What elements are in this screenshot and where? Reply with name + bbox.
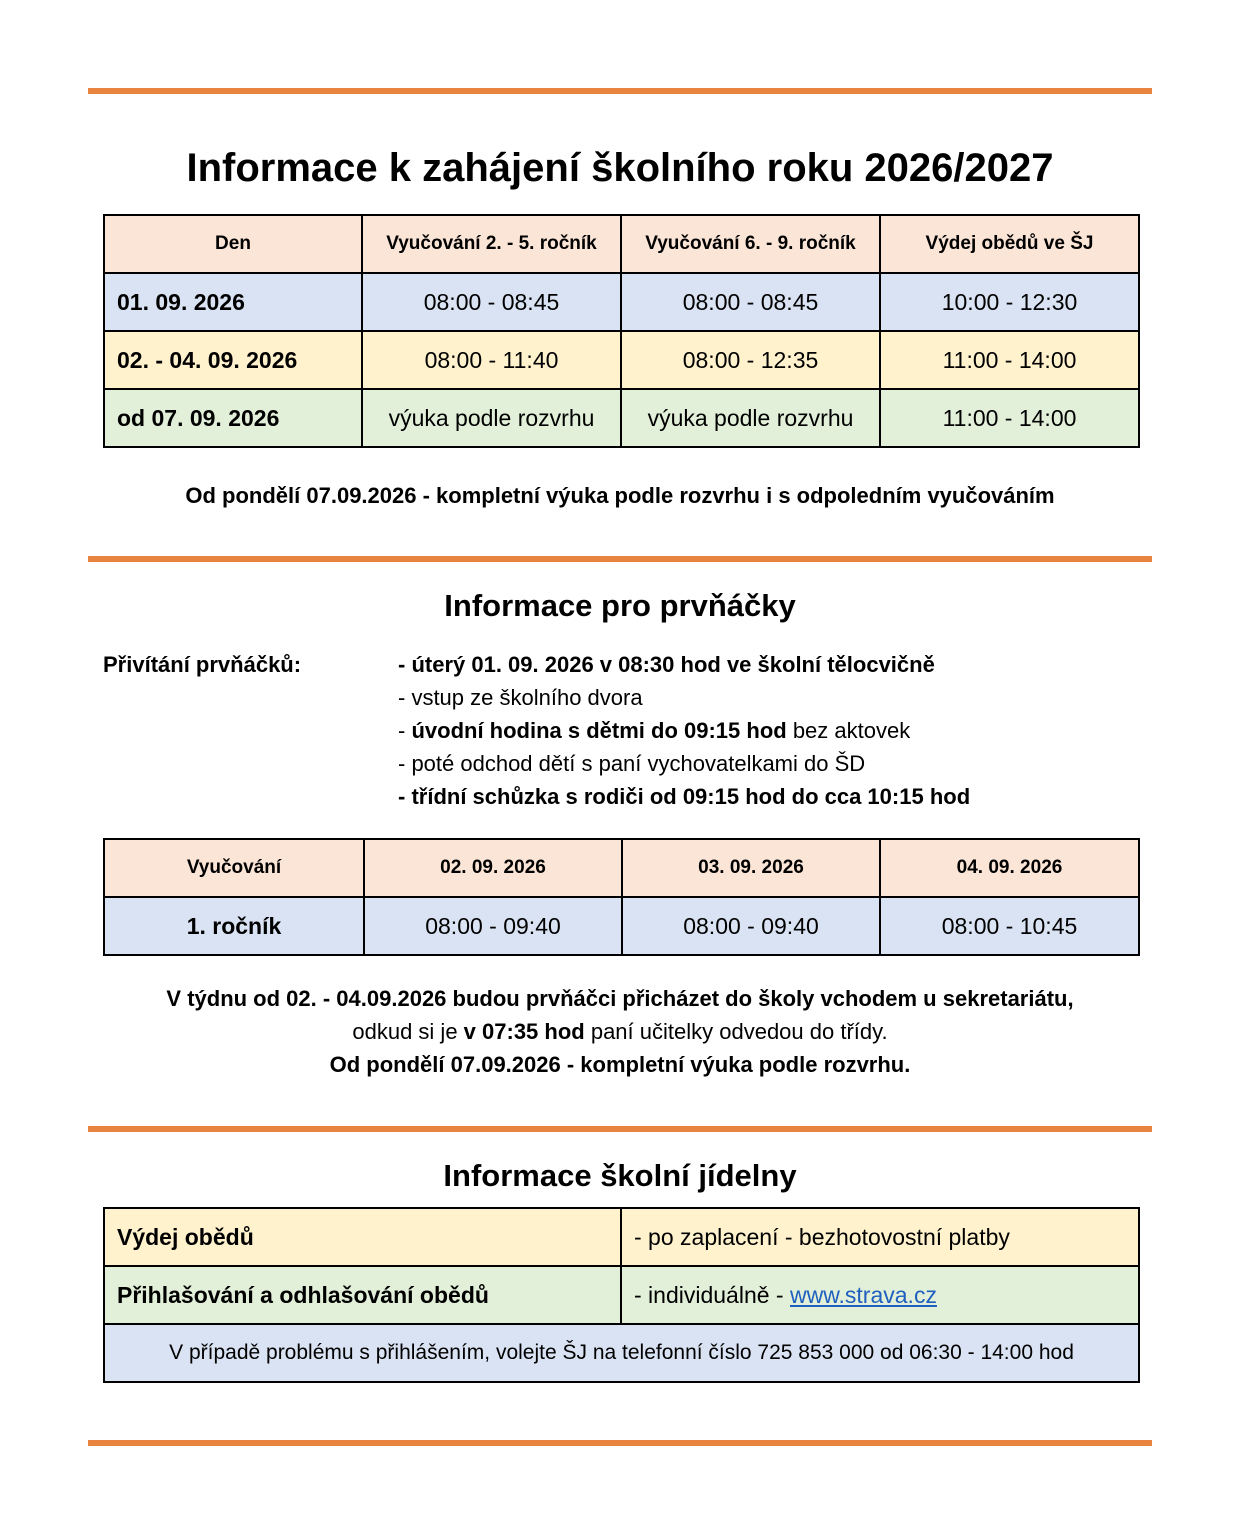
list-item-rest: bez aktovek	[786, 718, 911, 743]
list-item-bold: úvodní hodina s dětmi do 09:15 hod	[411, 718, 787, 743]
schedule-table	[103, 214, 1140, 448]
canteen-label: Výdej obědů	[104, 1208, 621, 1266]
time-cell: 11:00 - 14:00	[880, 331, 1139, 389]
first-graders-notes	[0, 982, 1240, 1081]
canteen-value: - po zaplacení - bezhotovostní platby	[621, 1208, 1139, 1266]
table-row	[104, 331, 1139, 389]
canteen-value	[621, 1266, 1139, 1324]
time-cell: 08:00 - 10:45	[880, 897, 1139, 955]
list-dash: -	[398, 718, 412, 743]
time-cell: 08:00 - 08:45	[621, 273, 880, 331]
note-line: Od pondělí 07.09.2026 - kompletní výuka podle rozvrhu.	[329, 1052, 911, 1077]
canteen-label: Přihlašování a odhlašování obědů	[104, 1266, 621, 1324]
time-cell: 08:00 - 12:35	[621, 331, 880, 389]
header-cell: 03. 09. 2026	[622, 839, 880, 897]
divider-2	[88, 1126, 1152, 1132]
page-title: Informace k zahájení školního roku 2026/2027	[186, 146, 1054, 190]
header-cell: Vyučování	[104, 839, 364, 897]
header-cell: Vyučování 2. - 5. ročník	[362, 215, 621, 273]
grade-cell: 1. ročník	[104, 897, 364, 955]
header-cell: Den	[104, 215, 362, 273]
divider-top	[88, 88, 1152, 94]
time-cell: 10:00 - 12:30	[880, 273, 1139, 331]
welcome-list	[398, 648, 970, 813]
schedule-note: Od pondělí 07.09.2026 - kompletní výuka podle rozvrhu i s odpoledním vyučováním	[185, 483, 1055, 508]
strava-link[interactable]: www.strava.cz	[789, 1281, 937, 1308]
table-row	[104, 389, 1139, 447]
time-cell: výuka podle rozvrhu	[621, 389, 880, 447]
list-item: - úterý 01. 09. 2026 v 08:30 hod ve školní tělocvičně	[398, 652, 935, 677]
table-row	[104, 1208, 1139, 1266]
canteen-footer: V případě problému s přihlášením, volejte ŠJ na telefonní číslo 725 853 000 od 06:30 - 14:00 hod	[104, 1324, 1139, 1382]
list-item: - vstup ze školního dvora	[398, 685, 643, 710]
time-cell: výuka podle rozvrhu	[362, 389, 621, 447]
list-item	[398, 714, 970, 747]
welcome-label: Přivítání prvňáčků:	[103, 652, 302, 677]
day-cell: 02. - 04. 09. 2026	[104, 331, 362, 389]
divider-bottom	[88, 1440, 1152, 1446]
table-row	[104, 1266, 1139, 1324]
first-grade-table	[103, 838, 1140, 956]
canteen-title: Informace školní jídelny	[443, 1158, 797, 1193]
note-pre: odkud si je	[352, 1019, 464, 1044]
header-cell: 04. 09. 2026	[880, 839, 1139, 897]
header-cell: Výdej obědů ve ŠJ	[880, 215, 1139, 273]
note-line: V týdnu od 02. - 04.09.2026 budou prvňáčci přicházet do školy vchodem u sekretariátu,	[166, 986, 1074, 1011]
header-cell: Vyučování 6. - 9. ročník	[621, 215, 880, 273]
table-row	[104, 273, 1139, 331]
note-line	[0, 1015, 1240, 1048]
time-cell: 08:00 - 11:40	[362, 331, 621, 389]
schedule-header-row	[104, 215, 1139, 273]
time-cell: 08:00 - 08:45	[362, 273, 621, 331]
time-cell: 11:00 - 14:00	[880, 389, 1139, 447]
day-cell: 01. 09. 2026	[104, 273, 362, 331]
table-row	[104, 897, 1139, 955]
first-graders-title: Informace pro prvňáčky	[444, 588, 796, 623]
time-cell: 08:00 - 09:40	[622, 897, 880, 955]
day-cell: od 07. 09. 2026	[104, 389, 362, 447]
divider-1	[88, 556, 1152, 562]
note-bold: v 07:35 hod	[463, 1019, 585, 1044]
list-item: - třídní schůzka s rodiči od 09:15 hod do cca 10:15 hod	[398, 784, 971, 809]
table-row	[104, 1324, 1139, 1382]
canteen-table	[103, 1207, 1140, 1383]
note-post: paní učitelky odvedou do třídy.	[584, 1019, 888, 1044]
canteen-value-text: - individuálně -	[634, 1281, 790, 1308]
time-cell: 08:00 - 09:40	[364, 897, 622, 955]
first-grade-header-row	[104, 839, 1139, 897]
header-cell: 02. 09. 2026	[364, 839, 622, 897]
list-item: - poté odchod dětí s paní vychovatelkami do ŠD	[398, 751, 866, 776]
